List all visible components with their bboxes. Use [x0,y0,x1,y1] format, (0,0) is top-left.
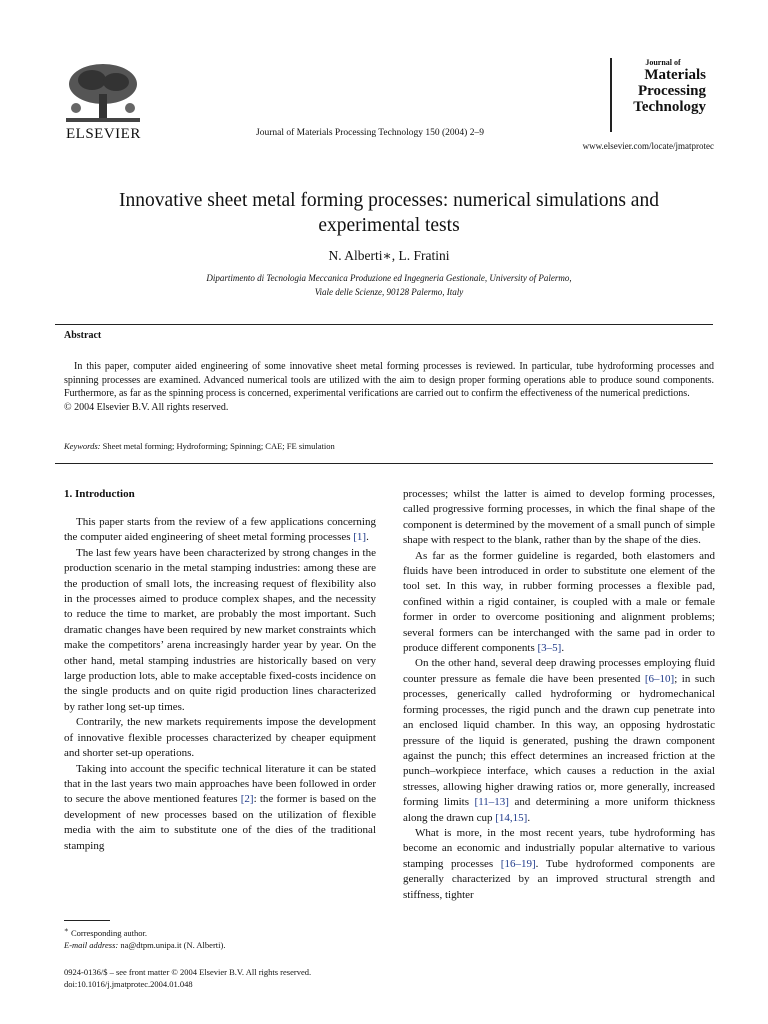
footnote-mark: ∗ [64,926,69,934]
affiliation [100,271,678,299]
keywords-label: Keywords: [64,441,101,451]
right-column [403,487,715,903]
paragraph: processes; whilst the latter is aimed to develop forming processes, called progressive forming processes, in which the final shape of the component is determined by the movement of a small punch of simple shape with respect to the blank, rather than by the shape of the dies. [403,488,715,547]
abstract-copyright: © 2004 Elsevier B.V. All rights reserved. [64,401,229,413]
elsevier-tree-logo [62,60,144,126]
citation-link[interactable]: [2] [240,793,254,806]
footnote-corresponding [64,924,376,939]
email-label: E-mail address: [64,939,119,950]
footnote [64,924,376,951]
paragraph [403,826,715,903]
text-span: . [366,531,369,544]
text-span: . [527,811,531,824]
text-span: This paper starts from the review of a few applications concerning the computer aided engineering of sheet metal forming processes [64,516,376,544]
brand-journal-of: Journal of [645,58,681,67]
email-address[interactable]: na@dtpm.unipa.it (N. Alberti). [118,939,226,950]
text-span: and determining a more uniform thickness along the drawn cup [403,796,715,824]
text-span: On the other hand, several deep drawing processes employing fluid counter pressure as female die have been presented [403,657,715,685]
text-span: ; in such processes, generically called hydroforming or hydromechanical forming processes, the rigid punch and the drawn cup penetrate into an enclosed liquid chamber. In this way, an opposing hydrostatic pressure of the liquid is generated, pushing the drawn component against the punch; this effect determines an increased friction at the punch–workpiece interface, which causes a reduction in the axial stresses, allowing higher drawing ratios or, more generally, increased forming limits [403,672,715,809]
text-span: Corresponding author. [68,927,147,938]
paragraph: The last few years have been characterized by strong changes in the production scenario in the metal stamping industries: among these are the production of small lots, the increasing request of flexibility also in the processes aimed to produce complex shapes, and the necessity to reduce the time to market, are probably the most important. Such dramatic changes have been required by new market constraints which make the competitors’ arena increasingly harder year by year. On the other hand, metal stamping industries are historically based on very large production lots, able to make acceptable fixed-costs incidence on the single products and on quite rigid production lines characterized by rather long set-up times. [64,546,376,713]
abstract-heading: Abstract [64,330,102,341]
authors: N. Alberti∗, L. Fratini [328,248,450,263]
keywords [64,441,714,451]
citation-link[interactable]: [11–13] [474,796,509,809]
left-column [64,515,376,854]
footer-issn: 0924-0136/$ – see front matter © 2004 Elsevier B.V. All rights reserved. [64,967,312,977]
journal-url[interactable]: www.elsevier.com/locate/jmatprotec [582,141,714,151]
paragraph [64,515,376,546]
abstract-body [64,360,714,414]
paper-title: Innovative sheet metal forming processes: numerical simulations and experimental tests [119,190,659,236]
text-span: : the former is based on the development of new processes based on the utilization of flexible media with the aim to substitute one of the dies of the traditional stamping [64,793,377,852]
citation-link[interactable]: [16–19] [500,857,536,870]
citation-link[interactable]: [14,15] [495,811,528,824]
journal-brand [610,58,706,132]
affiliation-line1: Dipartimento di Tecnologia Meccanica Produzione ed Ingegneria Gestionale, University of Palermo, [206,273,572,283]
paragraph [403,656,715,825]
footer-doi[interactable]: doi:10.1016/j.jmatprotec.2004.01.048 [64,979,193,989]
affiliation-line2: Viale delle Scienze, 90128 Palermo, Italy [314,287,464,297]
paragraph [64,762,376,854]
citation-link[interactable]: [6–10] [644,672,675,685]
brand-line1: Materials [644,67,706,83]
text-span: Taking into account the specific technical literature it can be stated that in the last years two main approaches have been followed in order to secure the above mentioned features [64,762,376,806]
text-span: . Tube hydroformed components are generally characterized by an improved structural strength and stiffness, tighter [403,857,716,901]
text-span: As far as the former guideline is regarded, both elastomers and fluids have been introduced in order to substitute one element of the tool set. In this way, in rubber forming processes a flexible pad, confined within a rigid container, is coupled with a male or female former in order to overcome positioning and alignment problems; several formers can be interchanged with the same pad in order to produce different components [403,549,715,655]
paragraph: Contrarily, the new markets requirements impose the development of innovative flexible processes characterized by cheaper equipment and shorter set-up operations. [64,716,376,760]
abstract-text: In this paper, computer aided engineering of some innovative sheet metal forming processes is reviewed. In particular, tube hydroforming processes and spinning processes are examined. Advanced numerical tools are utilized with the aim to design proper forming operations able to produce sound components. Furthermore, as far as the spinning process is concerned, experimental verifications are carried out to confirm the effectiveness of the numerical predictions. [64,361,714,399]
abstract-bottom-rule [55,463,713,464]
journal-citation: Journal of Materials Processing Technology 150 (2004) 2–9 [256,128,484,138]
abstract-top-rule [55,324,713,325]
paragraph [403,549,715,657]
brand-line3: Technology [633,99,706,115]
citation-link[interactable]: [3–5] [537,642,562,655]
section-heading: 1. Introduction [64,488,135,500]
brand-line2: Processing [637,83,706,99]
text-span: . [561,642,565,655]
keywords-text: Sheet metal forming; Hydroforming; Spinning; CAE; FE simulation [102,441,335,451]
citation-link[interactable]: [1] [353,531,367,544]
text-span: What is more, in the most recent years, tube hydroforming has become an economic and industrially popular alternative to various stamping processes [403,826,715,870]
publisher-name: ELSEVIER [66,126,141,142]
footer [64,966,394,990]
footnote-rule [64,920,110,921]
footnote-email [64,939,376,951]
